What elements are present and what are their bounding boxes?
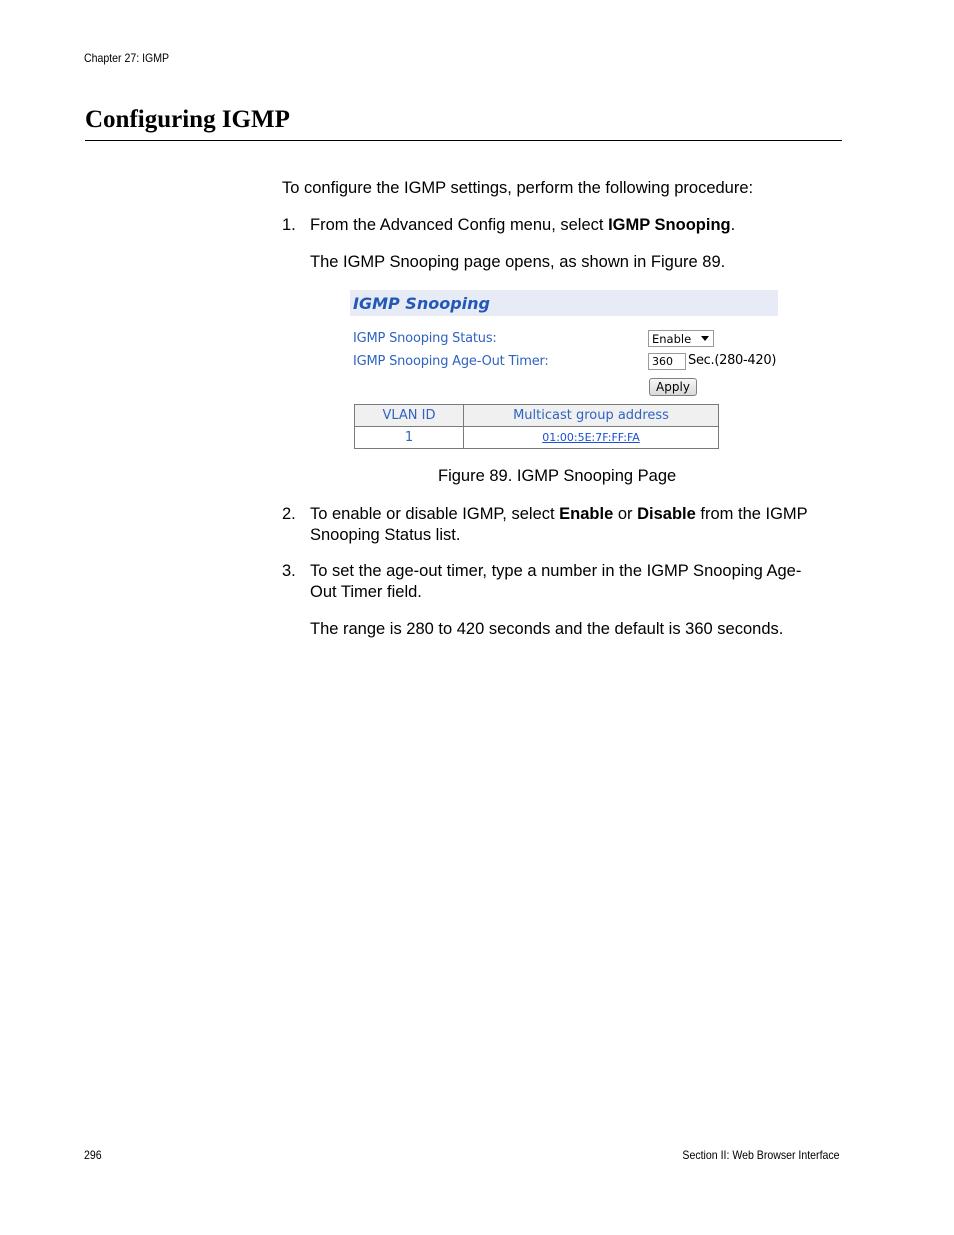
vlan-id-cell: 1 <box>355 427 464 449</box>
step-2-text-middle: or <box>613 505 638 523</box>
step-2-bold-disable: Disable <box>637 505 696 523</box>
step-1-text <box>310 215 735 236</box>
step-1-bold: IGMP Snooping <box>608 216 731 234</box>
timer-input[interactable] <box>648 353 686 370</box>
step-2-text-before: To enable or disable IGMP, select <box>310 505 560 523</box>
step-1-text-after: . <box>730 216 736 234</box>
step-1-number: 1. <box>282 216 296 234</box>
step-2-text-after: from the IGMP <box>695 505 808 523</box>
table-row <box>355 427 719 449</box>
page-title: Configuring IGMP <box>85 106 290 133</box>
figure-caption: Figure 89. IGMP Snooping Page <box>438 467 677 485</box>
timer-unit-label: Sec.(280-420) <box>688 353 777 368</box>
figure-header-title: IGMP Snooping <box>353 294 490 313</box>
step-2-text-line2: Snooping Status list. <box>310 526 461 544</box>
multicast-address-cell <box>464 427 719 449</box>
title-rule <box>85 140 842 141</box>
column-header-vlan-id: VLAN ID <box>355 405 464 427</box>
step-3-text-line1: To set the age-out timer, type a number in the IGMP Snooping Age- <box>310 562 802 580</box>
step-3-note: The range is 280 to 420 seconds and the default is 360 seconds. <box>310 620 784 638</box>
step-2-number: 2. <box>282 505 296 523</box>
step-3-number: 3. <box>282 562 296 580</box>
column-header-multicast-address: Multicast group address <box>464 405 719 427</box>
timer-label: IGMP Snooping Age-Out Timer: <box>353 354 549 369</box>
step-2-text-line1 <box>310 504 808 525</box>
status-select-value: Enable <box>652 332 692 346</box>
running-head: Chapter 27: IGMP <box>84 51 170 65</box>
page-number: 296 <box>84 1148 102 1162</box>
chevron-down-icon <box>701 336 709 341</box>
step-3-text-line2: Out Timer field. <box>310 583 422 601</box>
multicast-address-link[interactable]: 01:00:5E:7F:FF:FA <box>542 431 640 444</box>
apply-button[interactable]: Apply <box>649 378 697 396</box>
step-2-bold-enable: Enable <box>559 505 614 523</box>
timer-input-value: 360 <box>652 355 673 368</box>
intro-paragraph: To configure the IGMP settings, perform the following procedure: <box>282 179 754 197</box>
status-select[interactable] <box>648 330 714 347</box>
igmp-snooping-figure <box>350 290 780 455</box>
multicast-table <box>354 404 719 449</box>
step-1-note: The IGMP Snooping page opens, as shown in Figure 89. <box>310 253 726 271</box>
step-1-text-before: From the Advanced Config menu, select <box>310 216 609 234</box>
figure-header-bar <box>350 290 778 316</box>
table-header-row <box>355 405 719 427</box>
status-label: IGMP Snooping Status: <box>353 331 497 346</box>
footer-section: Section II: Web Browser Interface <box>682 1148 840 1162</box>
